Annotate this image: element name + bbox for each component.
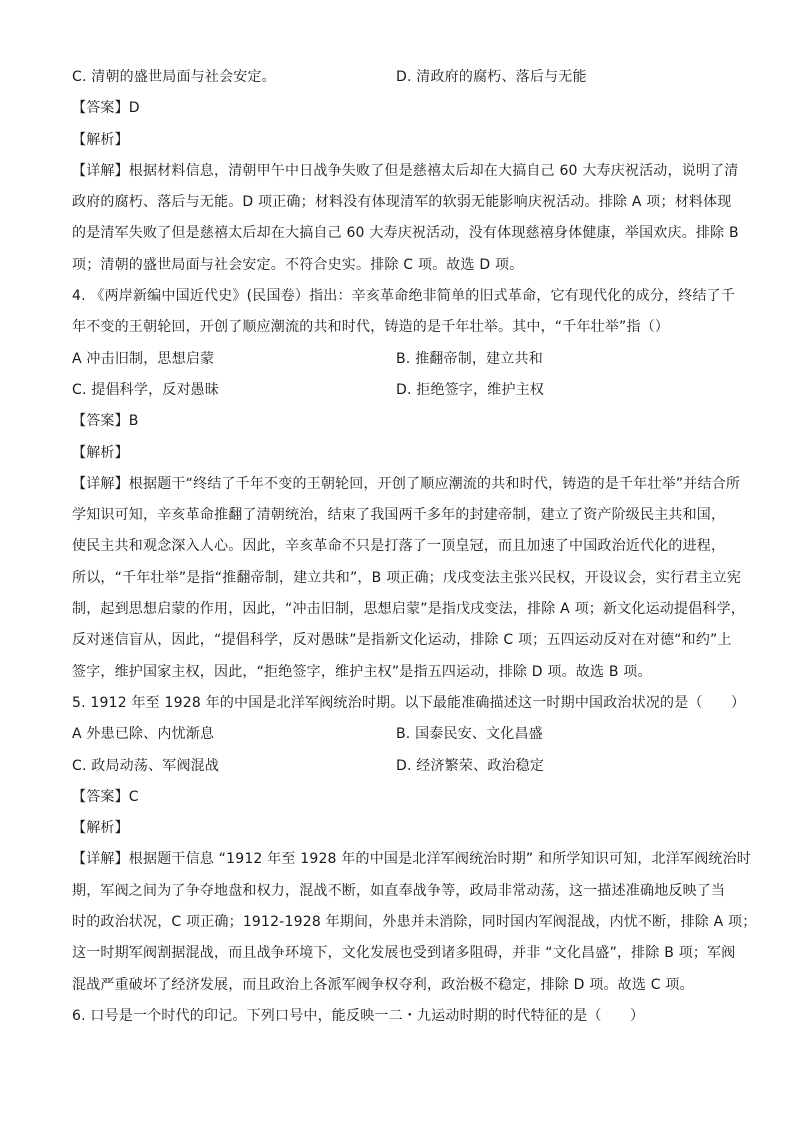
q4-detail-line: 使民主共和观念深入人心。因此，辛亥革命不只是打落了一顶皇冠，而且加速了中国政治近代化的进程， [72, 538, 726, 555]
q4-option-b: B. 推翻帝制，建立共和 [396, 350, 543, 367]
q5-detail-line: 【详解】根据题干信息 “1912 年至 1928 年的中国是北洋军阀统治时期” 和所学知识可知，北洋军阀统治时 [72, 851, 752, 868]
q4-options-row [72, 344, 732, 375]
q5-detail-line: 混战严重破坏了经济发展，而且政治上各派军阀争权夺利，政治极不稳定，排除 D 项。故选 C 项。 [72, 976, 694, 993]
q4-detail-line: 反对迷信盲从，因此，“提倡科学，反对愚昧”是指新文化运动，排除 C 项；五四运动反对在对德“和约”上 [72, 632, 732, 649]
q4-analysis-label: 【解析】 [72, 444, 129, 461]
q4-detail-line: 所以，“千年壮举”是指“推翻帝制，建立共和”，B 项正确；戊戌变法主张兴民权，开设议会，实行君主立宪 [72, 569, 742, 586]
q5-analysis-label: 【解析】 [72, 820, 129, 837]
q6-stem: 6. 口号是一个时代的印记。下列口号中，能反映一二・九运动时期的时代特征的是（ ） [72, 1007, 645, 1024]
q3-detail-line: 【详解】根据材料信息，清朝甲午中日战争失败了但是慈禧太后却在大搞自己 60 大寿庆祝活动，说明了清 [72, 162, 739, 179]
q4-option-a: A 冲击旧制，思想启蒙 [72, 350, 215, 367]
q3-detail-line: 的是清军失败了但是慈禧太后却在大搞自己 60 大寿庆祝活动，没有体现慈禧身体健康，举国欢庆。排除 B [72, 225, 739, 242]
q3-option-d: D. 清政府的腐朽、落后与无能 [396, 69, 587, 85]
q4-stem-line: 4. 《两岸新编中国近代史》(民国卷）指出：辛亥革命绝非简单的旧式革命，它有现代化的成分，终结了千 [72, 288, 736, 305]
q3-answer: 【答案】D [72, 100, 140, 117]
q4-options-row [72, 375, 732, 406]
q4-detail-line: 制，起到思想启蒙的作用，因此，“冲击旧制，思想启蒙”是指戊戌变法，排除 A 项；新文化运动提倡科学， [72, 601, 745, 618]
q3-detail-line: 政府的腐朽、落后与无能。D 项正确；材料没有体现清军的软弱无能影响庆祝活动。排除 A 项；材料体现 [72, 194, 732, 211]
q5-option-a: A 外患已除、内忧渐息 [72, 726, 215, 743]
q5-stem: 5. 1912 年至 1928 年的中国是北洋军阀统治时期。以下最能准确描述这一时期中国政治状况的是（ ） [72, 694, 746, 711]
q4-detail-line: 学知识可知，辛亥革命推翻了清朝统治，结束了我国两千多年的封建帝制，建立了资产阶级民主共和国， [72, 507, 726, 524]
q4-detail-line: 【详解】根据题干“终结了千年不变的王朝轮回，开创了顺应潮流的共和时代，铸造的是千年壮举”并结合所 [72, 475, 741, 492]
q3-options-row [72, 62, 732, 93]
q3-analysis-label: 【解析】 [72, 131, 129, 148]
document-page [72, 62, 757, 1032]
q5-detail-line: 期，军阀之间为了争夺地盘和权力，混战不断，如直奉战争等，政局非常动荡，这一描述准确地反映了当 [72, 882, 726, 899]
q3-detail-line: 项；清朝的盛世局面与社会安定。不符合史实。排除 C 项。故选 D 项。 [72, 256, 524, 273]
q5-options-row [72, 751, 732, 782]
q5-detail-line: 时的政治状况，C 项正确；1912-1928 年期间，外患并未消除，同时国内军阀混战，内忧不断，排除 A 项； [72, 914, 757, 931]
q5-detail-line: 这一时期军阀割据混战，而且战争环境下，文化发展也受到诸多阻碍，并非 “文化昌盛”，排除 B 项；军阀 [72, 945, 736, 962]
q4-option-d: D. 拒绝签字，维护主权 [396, 381, 545, 398]
q5-option-b: B. 国泰民安、文化昌盛 [396, 726, 543, 743]
q4-stem-line: 年不变的王朝轮回，开创了顺应潮流的共和时代，铸造的是千年壮举。其中，“千年壮举”指（） [72, 319, 670, 336]
q4-answer: 【答案】B [72, 413, 139, 430]
q5-option-d: D. 经济繁荣、政治稳定 [396, 757, 545, 774]
q5-options-row [72, 719, 732, 750]
q4-option-c: C. 提倡科学，反对愚昧 [72, 381, 220, 398]
q5-answer: 【答案】C [72, 788, 139, 805]
q4-detail-line: 签字，维护国家主权，因此，“拒绝签字，维护主权”是指五四运动，排除 D 项。故选 B 项。 [72, 663, 652, 680]
q5-option-c: C. 政局动荡、军阀混战 [72, 757, 220, 774]
q3-option-c: C. 清朝的盛世局面与社会安定。 [72, 69, 276, 85]
